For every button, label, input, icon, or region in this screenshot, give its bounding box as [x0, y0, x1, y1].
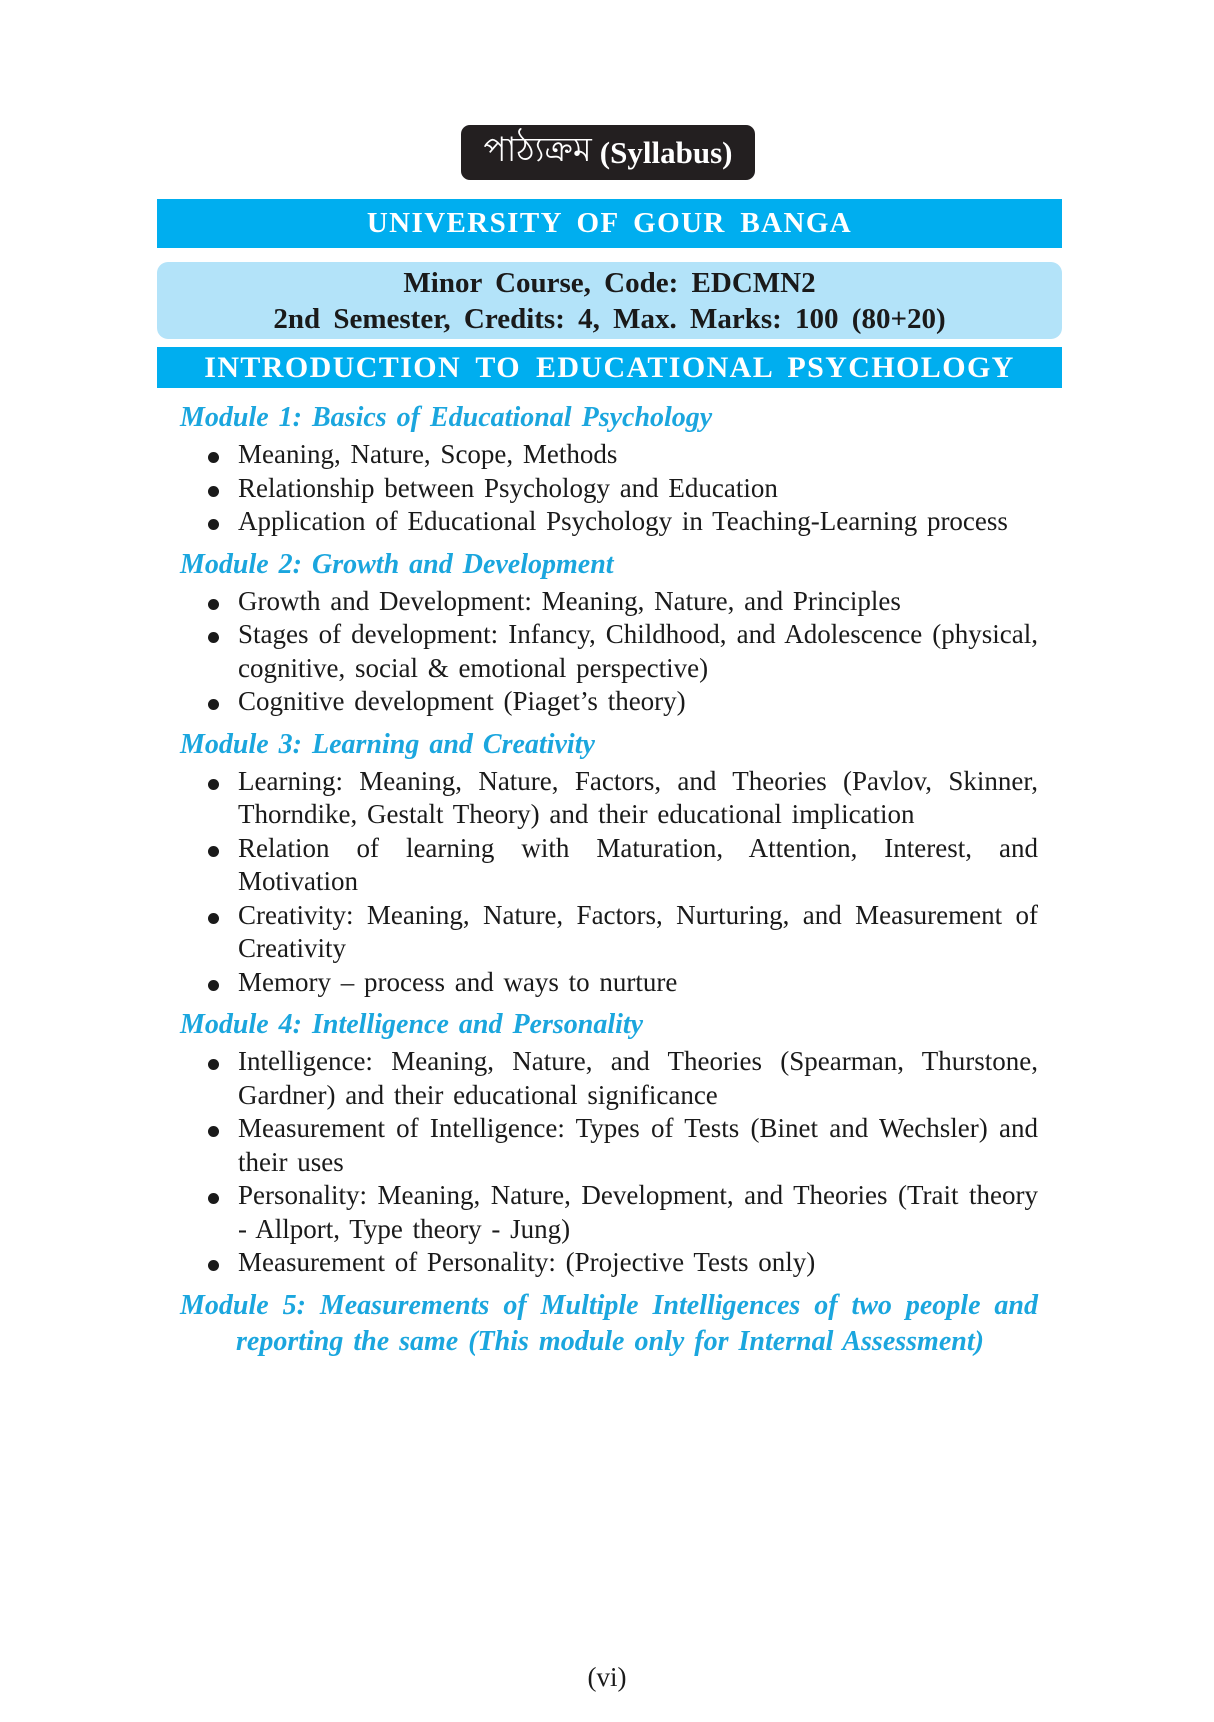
list-item: Relation of learning with Maturation, Attention, Interest, and Motivation — [238, 832, 1038, 899]
bullet-icon — [208, 1193, 219, 1204]
bullet-icon — [208, 452, 219, 463]
module-heading: Module 5: Measurements of Multiple Intelligences of two people and reporting the same (This module only for Internal Assessment) — [180, 1289, 1038, 1357]
module-2 — [180, 547, 1038, 719]
module-1 — [180, 400, 1038, 539]
bullet-icon — [208, 632, 219, 643]
bullet-icon — [208, 699, 219, 710]
list-item: Measurement of Intelligence: Types of Tests (Binet and Wechsler) and their uses — [238, 1112, 1038, 1179]
syllabus-badge — [461, 125, 755, 180]
module-heading: Module 1: Basics of Educational Psychology — [180, 402, 713, 433]
list-item: Measurement of Personality: (Projective Tests only) — [238, 1246, 1038, 1280]
topic-list — [180, 585, 1038, 719]
list-item: Creativity: Meaning, Nature, Factors, Nurturing, and Measurement of Creativity — [238, 899, 1038, 966]
bullet-icon — [208, 980, 219, 991]
topic-list — [180, 765, 1038, 1000]
module-4 — [180, 1007, 1038, 1280]
list-item: Memory – process and ways to nurture — [238, 966, 1038, 1000]
bullet-icon — [208, 599, 219, 610]
list-item: Relationship between Psychology and Education — [238, 472, 1038, 506]
topic-list — [180, 1045, 1038, 1280]
list-item: Personality: Meaning, Nature, Development, and Theories (Trait theory - Allport, Type theory - Jung) — [238, 1179, 1038, 1246]
list-item: Application of Educational Psychology in Teaching-Learning process — [238, 505, 1038, 539]
bullet-icon — [208, 486, 219, 497]
syllabus-bengali-label: পাঠ্যক্রম — [483, 132, 592, 169]
topic-list — [180, 438, 1038, 539]
course-credits-line: 2nd Semester, Credits: 4, Max. Marks: 100 (80+20) — [273, 303, 946, 335]
module-heading: Module 4: Intelligence and Personality — [180, 1009, 644, 1040]
bullet-icon — [208, 846, 219, 857]
course-info-box — [157, 262, 1062, 339]
bullet-icon — [208, 1059, 219, 1070]
bullet-icon — [208, 913, 219, 924]
module-3 — [180, 727, 1038, 1000]
course-code-line: Minor Course, Code: EDCMN2 — [403, 267, 816, 299]
module-heading: Module 3: Learning and Creativity — [180, 728, 595, 760]
bullet-icon — [208, 519, 219, 530]
module-heading: Module 2: Growth and Development — [180, 548, 614, 580]
syllabus-english-label: (Syllabus) — [599, 134, 733, 170]
page-number: (vi) — [587, 1662, 627, 1692]
paper-title-banner: INTRODUCTION TO EDUCATIONAL PSYCHOLOGY — [157, 347, 1062, 388]
list-item: Stages of development: Infancy, Childhood, and Adolescence (physical, cognitive, social & emotional perspective) — [238, 618, 1038, 685]
university-banner: UNIVERSITY OF GOUR BANGA — [157, 199, 1062, 248]
syllabus-content — [180, 400, 1038, 1368]
list-item: Learning: Meaning, Nature, Factors, and Theories (Pavlov, Skinner, Thorndike, Gestalt Theory) and their educational implication — [238, 765, 1038, 832]
list-item: Meaning, Nature, Scope, Methods — [238, 438, 1038, 472]
list-item: Intelligence: Meaning, Nature, and Theories (Spearman, Thurstone, Gardner) and their educational significance — [238, 1045, 1038, 1112]
bullet-icon — [208, 1260, 219, 1271]
list-item: Growth and Development: Meaning, Nature, and Principles — [238, 585, 1038, 619]
bullet-icon — [208, 779, 219, 790]
module-5 — [180, 1288, 1038, 1360]
bullet-icon — [208, 1126, 219, 1137]
list-item: Cognitive development (Piaget’s theory) — [238, 685, 1038, 719]
